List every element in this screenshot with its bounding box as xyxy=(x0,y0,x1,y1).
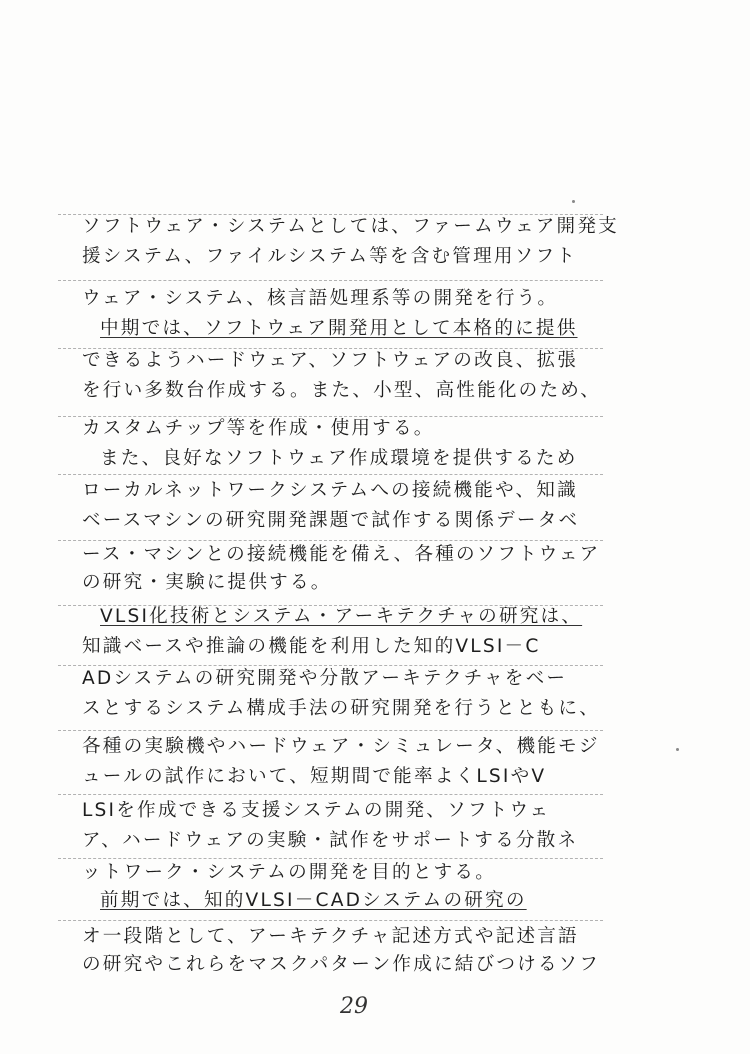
text-line: ソフトウェア・システムとしては、ファームウェア開発支 xyxy=(82,216,619,237)
ruled-line xyxy=(58,416,603,417)
ruled-line xyxy=(58,730,603,731)
text-line: 各種の実験機やハードウェア・シミュレータ、機能モジ xyxy=(82,736,600,757)
scan-speck xyxy=(572,200,575,203)
ruled-line xyxy=(58,348,603,349)
text-line: ローカルネットワークシステムへの接続機能や、知識 xyxy=(82,480,578,501)
text-line: LSIを作成できる支援システムの開発、ソフトウェ xyxy=(82,800,551,821)
text-line: カスタムチップ等を作成・使用する。 xyxy=(82,418,435,439)
text-line: オ一段階として、アーキテクチャ記述方式や記述言語 xyxy=(82,926,579,947)
text-line: ュールの試作において、短期間で能率よくLSIやV xyxy=(82,766,547,787)
page-number: 29 xyxy=(340,994,368,1019)
text-line: の研究・実験に提供する。 xyxy=(82,572,332,593)
text-line: ア、ハードウェアの実験・試作をサポートする分散ネ xyxy=(82,830,579,851)
ruled-line xyxy=(58,540,603,541)
ruled-line xyxy=(58,858,603,859)
ruled-line xyxy=(58,665,603,666)
ruled-line xyxy=(58,794,603,795)
text-line: ットワーク・システムの開発を目的とする。 xyxy=(82,862,497,883)
text-line: できるようハードウェア、ソフトウェアの改良、拡張 xyxy=(82,350,579,371)
ruled-line xyxy=(58,280,603,281)
ruled-line xyxy=(58,920,603,921)
text-line: 知識ベースや推論の機能を利用した知的VLSI－C xyxy=(82,636,541,657)
ruled-line xyxy=(58,474,603,475)
text-line: また、良好なソフトウェア作成環境を提供するため xyxy=(100,448,578,469)
scan-speck xyxy=(676,748,679,751)
text-line: ADシステムの研究開発や分散アーキテクチャをベー xyxy=(82,668,568,689)
text-line: 中期では、ソフトウェア開発用として本格的に提供 xyxy=(100,318,578,339)
text-line: 援システム、ファイルシステム等を含む管理用ソフト xyxy=(82,246,578,267)
text-line: 前期では、知的VLSI－CADシステムの研究の xyxy=(100,890,527,911)
ruled-line xyxy=(58,214,603,215)
text-line: ベースマシンの研究開発課題で試作する関係データベ xyxy=(82,510,580,531)
text-line: スとするシステム構成手法の研究開発を行うとともに、 xyxy=(82,698,600,719)
text-line: VLSI化技術とシステム・アーキテクチャの研究は、 xyxy=(100,606,583,627)
text-line: の研究やこれらをマスクパターン作成に結びつけるソフ xyxy=(82,954,600,975)
text-line: を行い多数台作成する。また、小型、高性能化のため、 xyxy=(82,380,602,401)
text-line: ウェア・システム、核言語処理系等の開発を行う。 xyxy=(82,288,559,309)
text-line: ース・マシンとの接続機能を備え、各種のソフトウェア xyxy=(82,544,601,565)
